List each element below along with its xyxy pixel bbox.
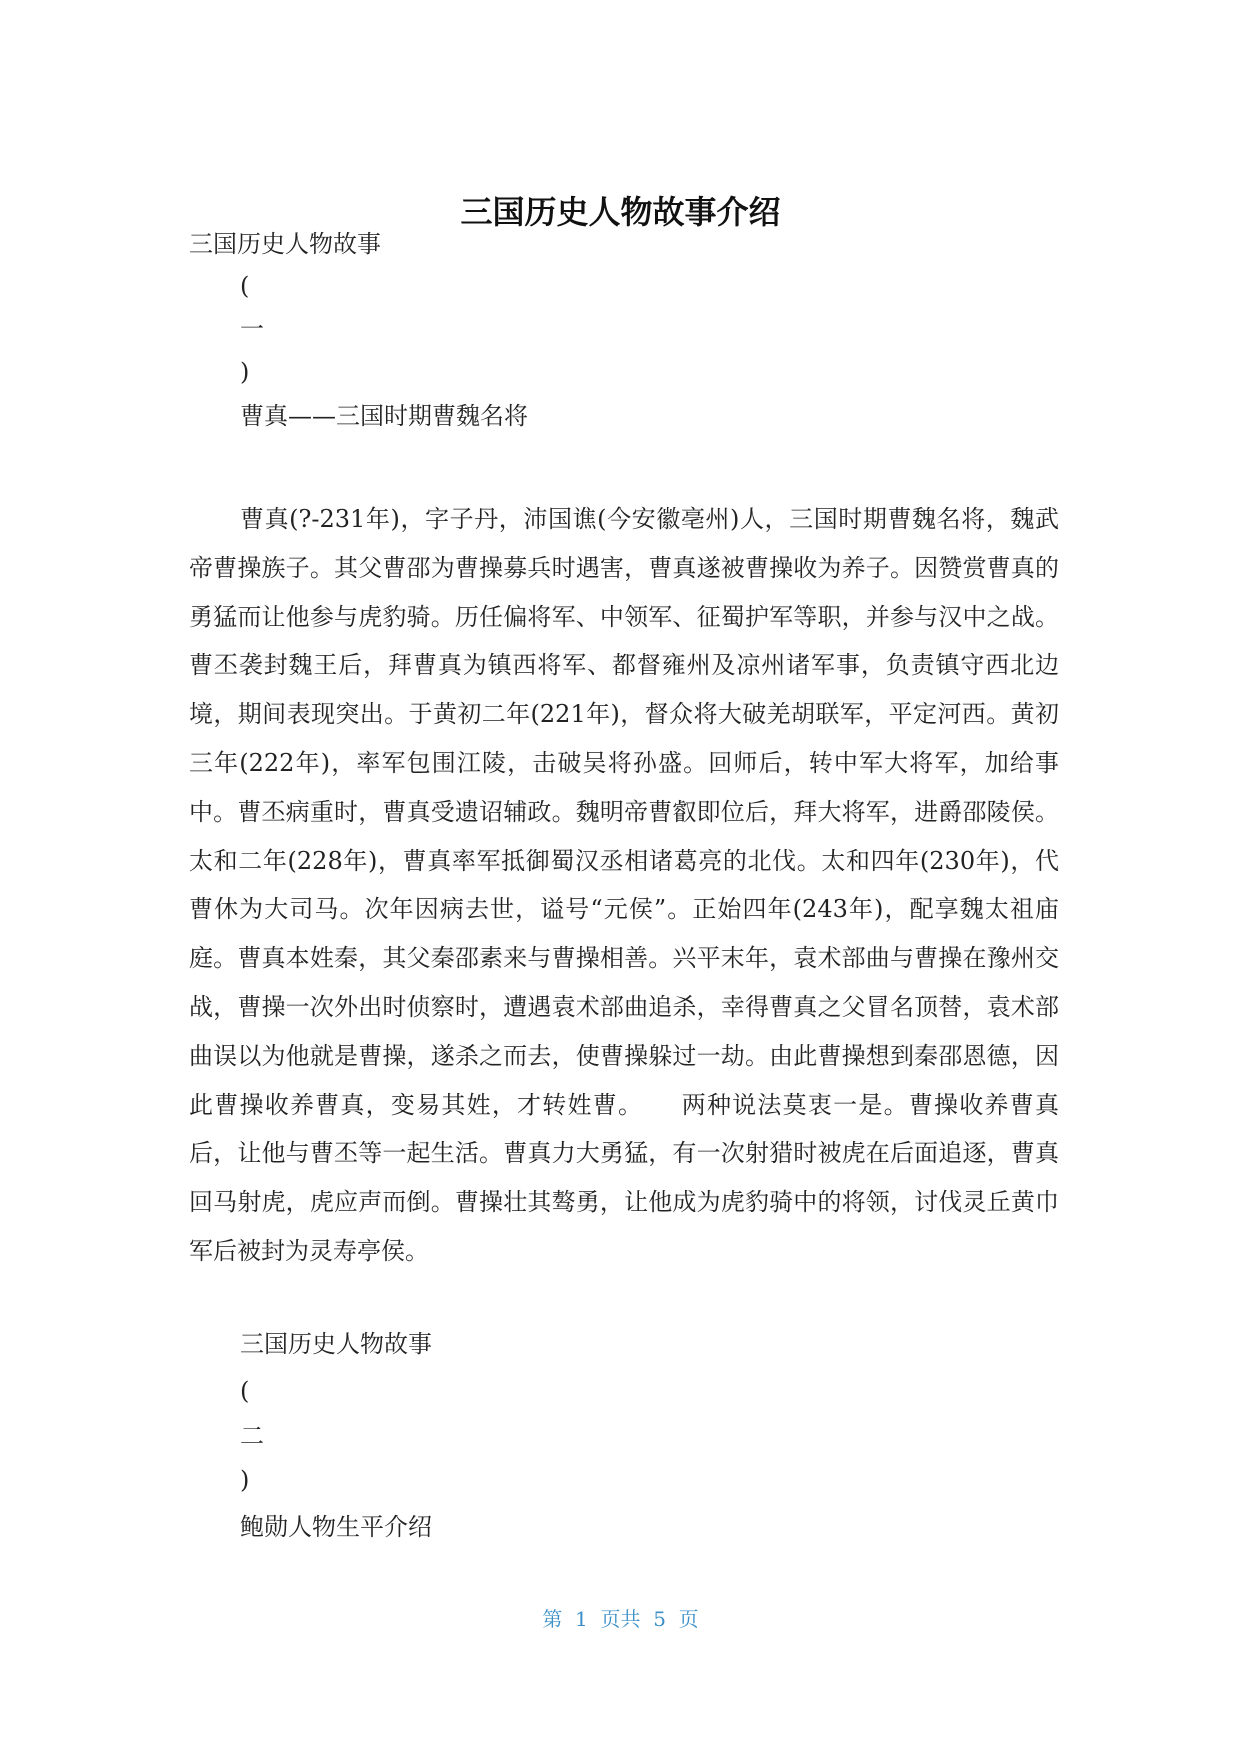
section-1-paragraph: 曹真(?-231年)，字子丹，沛国谯(今安徽亳州)人，三国时期曹魏名将，魏武帝曹操族子。其父曹邵为曹操募兵时遇害，曹真遂被曹操收为养子。因赞赏曹真的勇猛而让他参与虎豹骑。历任偏将军、中领军、征蜀护军等职，并参与汉中之战。曹丕袭封魏王后，拜曹真为镇西将军、都督雍州及凉州诸军事，负责镇守西北边境，期间表现突出。于黄初二年(221年)，督众将大破羌胡联军，平定河西。黄初三年(222年)，率军包围江陵，击破吴将孙盛。回师后，转中军大将军，加给事中。曹丕病重时，曹真受遗诏辅政。魏明帝曹叡即位后，拜大将军，进爵邵陵侯。太和二年(228年)，曹真率军抵御蜀汉丞相诸葛亮的北伐。太和四年(230年)，代曹休为大司马。次年因病去世，谥号“元侯”。正始四年(243年)，配享魏太祖庙庭。曹真本姓秦，其父秦邵素来与曹操相善。兴平末年，袁术部曲与曹操在豫州交战，曹操一次外出时侦察时，遭遇袁术部曲追杀，幸得曹真之父冒名顶替，袁术部曲误以为他就是曹操，遂杀之而去，使曹操躲过一劫。由此曹操想到秦邵恩德，因此曹操收养曹真，变易其姓，才转姓曹。 两种说法莫衷一是。曹操收养曹真后，让他与曹丕等一起生活。曹真力大勇猛，有一次射猎时被虎在后面追逐，曹真回马射虎，虎应声而倒。曹操壮其骜勇，让他成为虎豹骑中的将领，讨伐灵丘黄巾军后被封为灵寿亭侯。 xyxy=(189,505,1059,1265)
section-1-paren-open: ( xyxy=(240,272,250,300)
section-1-number: 一 xyxy=(240,315,264,343)
section-2-paren-close: ) xyxy=(240,1466,250,1494)
section-2-heading: 鲍勋人物生平介绍 xyxy=(240,1513,432,1541)
section-1-paren-close: ) xyxy=(240,358,250,386)
document-subtitle: 三国历史人物故事 xyxy=(189,230,381,258)
page-footer: 第 1 页共 5 页 xyxy=(542,1607,699,1631)
document-title: 三国历史人物故事介绍 xyxy=(460,193,781,231)
section-2-number: 二 xyxy=(240,1422,264,1450)
section-2-paren-open: ( xyxy=(240,1377,250,1405)
section-1-heading: 曹真——三国时期曹魏名将 xyxy=(240,402,528,430)
section-2-label: 三国历史人物故事 xyxy=(240,1330,432,1358)
